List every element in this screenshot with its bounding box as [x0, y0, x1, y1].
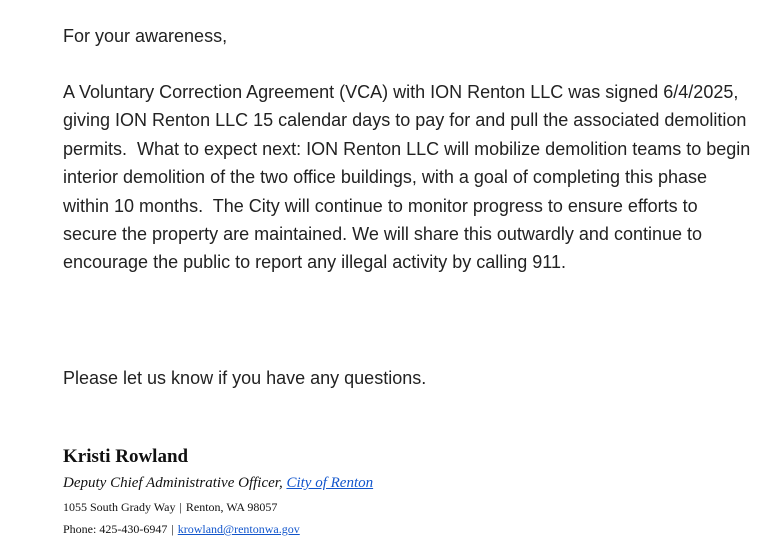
signature-phone-email	[63, 518, 373, 540]
signature-title: Deputy Chief Administrative Officer,	[63, 475, 283, 491]
email-questions-line: Please let us know if you have any questions.	[63, 368, 427, 388]
signature-address	[63, 496, 373, 518]
email-signature	[63, 444, 373, 540]
signature-phone: Phone: 425-430-6947	[63, 522, 168, 536]
address-city: Renton, WA 98057	[185, 500, 278, 514]
address-street: 1055 South Grady Way	[63, 500, 176, 514]
address-separator: |	[179, 500, 182, 514]
email-main-paragraph: A Voluntary Correction Agreement (VCA) with ION Renton LLC was signed 6/4/2025, giving ION Renton LLC 15 calendar days to pay for and pull the associated demolition permits. What to expect next: ION Renton LLC will mobilize demolition teams to begin interior demolition of the two office buildings, with a goal of completing this phase within 10 months. The City will continue to monitor progress to ensure efforts to secure the property are maintained. We will share this outwardly and continue to encourage the public to report any illegal activity by calling 911.	[63, 82, 756, 273]
city-of-renton-link[interactable]: City of Renton	[286, 475, 374, 491]
signature-title-line	[63, 470, 373, 496]
email-greeting: For your awareness,	[63, 26, 228, 46]
signature-name: Kristi Rowland	[63, 446, 189, 467]
email-address-link[interactable]: krowland@rentonwa.gov	[177, 522, 300, 536]
contact-separator: |	[171, 522, 174, 536]
